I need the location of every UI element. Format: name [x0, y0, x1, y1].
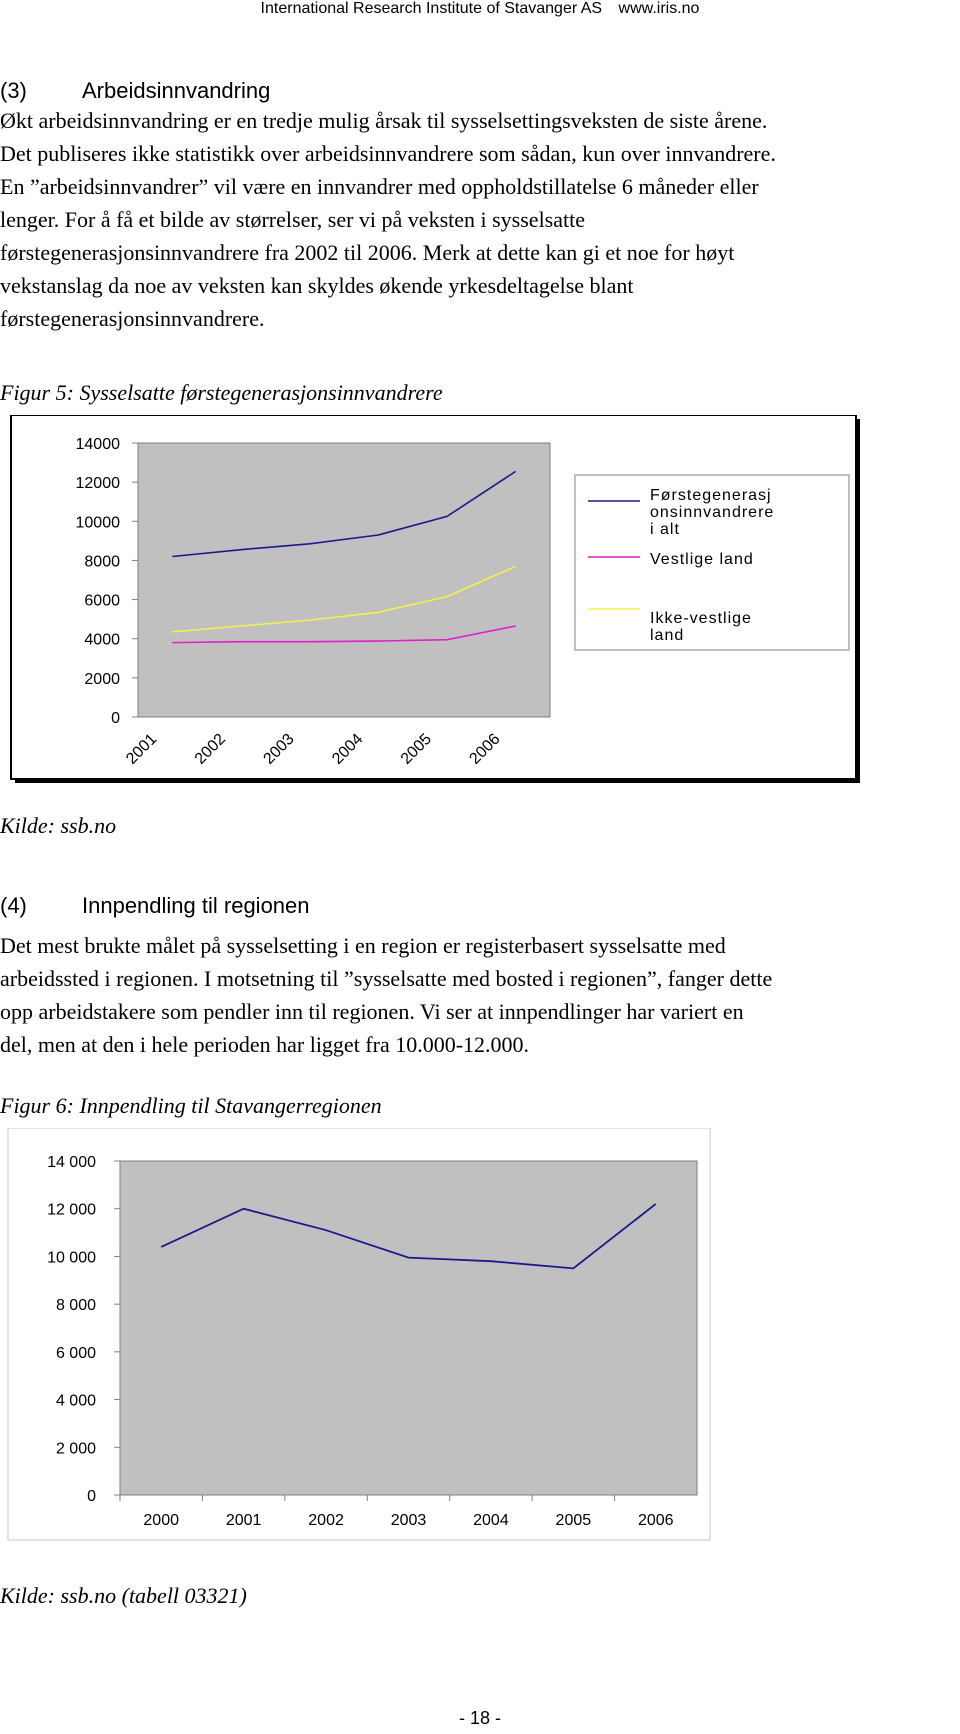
figure-6-caption: Figur 6: Innpendling til Stavangerregionen — [0, 1093, 382, 1118]
section-3-paragraph — [0, 104, 960, 335]
x-tick-label: 2004 — [473, 1512, 509, 1529]
figure-6-chart — [0, 1128, 720, 1548]
page-header — [0, 0, 960, 22]
y-tick-label: 4000 — [84, 631, 120, 649]
figure-6-source: Kilde: ssb.no (tabell 03321) — [0, 1583, 247, 1608]
y-tick-label: 12 000 — [47, 1201, 96, 1219]
paragraph-line: Økt arbeidsinnvandring er en tredje mulig årsak til sysselsettingsveksten de siste årene. — [0, 108, 768, 133]
paragraph-line: del, men at den i hele perioden har ligget fra 10.000-12.000. — [0, 1032, 530, 1057]
y-tick-label: 8000 — [84, 553, 120, 571]
y-tick-label: 10 000 — [47, 1249, 96, 1267]
y-tick-label: 10000 — [75, 514, 120, 532]
section-3-number: (3) — [0, 78, 27, 103]
section-4-title: Innpendling til regionen — [82, 893, 310, 918]
x-tick-label: 2002 — [191, 730, 229, 768]
figure-5-caption: Figur 5: Sysselsatte førstegenerasjonsinnvandrere — [0, 380, 443, 405]
paragraph-line: En ”arbeidsinnvandrer” vil være en innvandrer med oppholdstillatelse 6 måneder eller — [0, 174, 759, 199]
paragraph-line: opp arbeidstakere som pendler inn til regionen. Vi ser at innpendlinger har variert en — [0, 999, 744, 1024]
section-3-heading — [0, 78, 270, 104]
y-tick-label: 0 — [111, 710, 120, 727]
x-tick-label: 2004 — [329, 730, 367, 768]
paragraph-line: Det publiseres ikke statistikk over arbeidsinnvandrere som sådan, kun over innvandrere. — [0, 141, 776, 166]
y-tick-label: 8 000 — [55, 1297, 96, 1315]
x-tick-label: 2000 — [143, 1512, 180, 1529]
x-tick-label: 2005 — [397, 730, 435, 768]
figure-5-chart — [0, 415, 862, 785]
x-tick-label: 2001 — [225, 1512, 262, 1529]
figure-5-svg — [0, 415, 862, 785]
y-tick-label: 12000 — [75, 475, 120, 493]
x-tick-label: 2006 — [466, 730, 504, 768]
section-4-number: (4) — [0, 893, 27, 918]
legend-label: Ikke-vestlige — [650, 610, 752, 627]
section-4-paragraph — [0, 929, 960, 1061]
paragraph-line: arbeidssted i regionen. I motsetning til ”sysselsatte med bosted i regionen”, fanger dette — [0, 966, 773, 991]
paragraph-line: vekstanslag da noe av veksten kan skyldes økende yrkesdeltagelse blant — [0, 273, 634, 298]
x-tick-label: 2003 — [390, 1512, 427, 1529]
legend-label: Vestlige land — [650, 551, 754, 568]
y-tick-label: 6000 — [84, 592, 120, 610]
y-tick-label: 14000 — [75, 436, 120, 453]
y-tick-label: 0 — [87, 1488, 96, 1505]
y-tick-label: 6 000 — [55, 1344, 96, 1362]
paragraph-line: førstegenerasjonsinnvandrere fra 2002 til 2006. Merk at dette kan gi et noe for høyt — [0, 240, 735, 265]
header-url: www.iris.no — [618, 0, 700, 17]
legend-label: onsinnvandrere — [650, 504, 775, 521]
header-org: International Research Institute of Stavanger AS — [260, 0, 603, 17]
figure-5-source: Kilde: ssb.no — [0, 813, 117, 838]
x-tick-label: 2005 — [555, 1512, 592, 1529]
figure-6-svg — [0, 1128, 720, 1548]
section-4-heading — [0, 893, 310, 919]
legend-label: Førstegenerasj — [650, 487, 772, 504]
paragraph-line: førstegenerasjonsinnvandrere. — [0, 306, 265, 331]
x-tick-label: 2006 — [637, 1512, 674, 1529]
x-tick-label: 2001 — [123, 730, 161, 768]
y-tick-label: 2 000 — [55, 1440, 96, 1458]
y-tick-label: 14 000 — [47, 1154, 96, 1171]
y-tick-label: 4 000 — [55, 1392, 96, 1410]
x-tick-label: 2002 — [308, 1512, 344, 1529]
page-number: - 18 - — [458, 1708, 501, 1728]
paragraph-line: Det mest brukte målet på sysselsetting i en region er registerbasert sysselsatte med — [0, 933, 726, 958]
legend-label: land — [650, 627, 685, 644]
legend-label: i alt — [650, 521, 680, 538]
y-tick-label: 2000 — [84, 670, 120, 688]
plot-area — [138, 443, 550, 717]
plot-area — [120, 1161, 697, 1495]
section-3-title: Arbeidsinnvandring — [82, 78, 271, 103]
paragraph-line: lenger. For å få et bilde av størrelser, ser vi på veksten i sysselsatte — [0, 207, 585, 232]
x-tick-label: 2003 — [260, 730, 298, 768]
